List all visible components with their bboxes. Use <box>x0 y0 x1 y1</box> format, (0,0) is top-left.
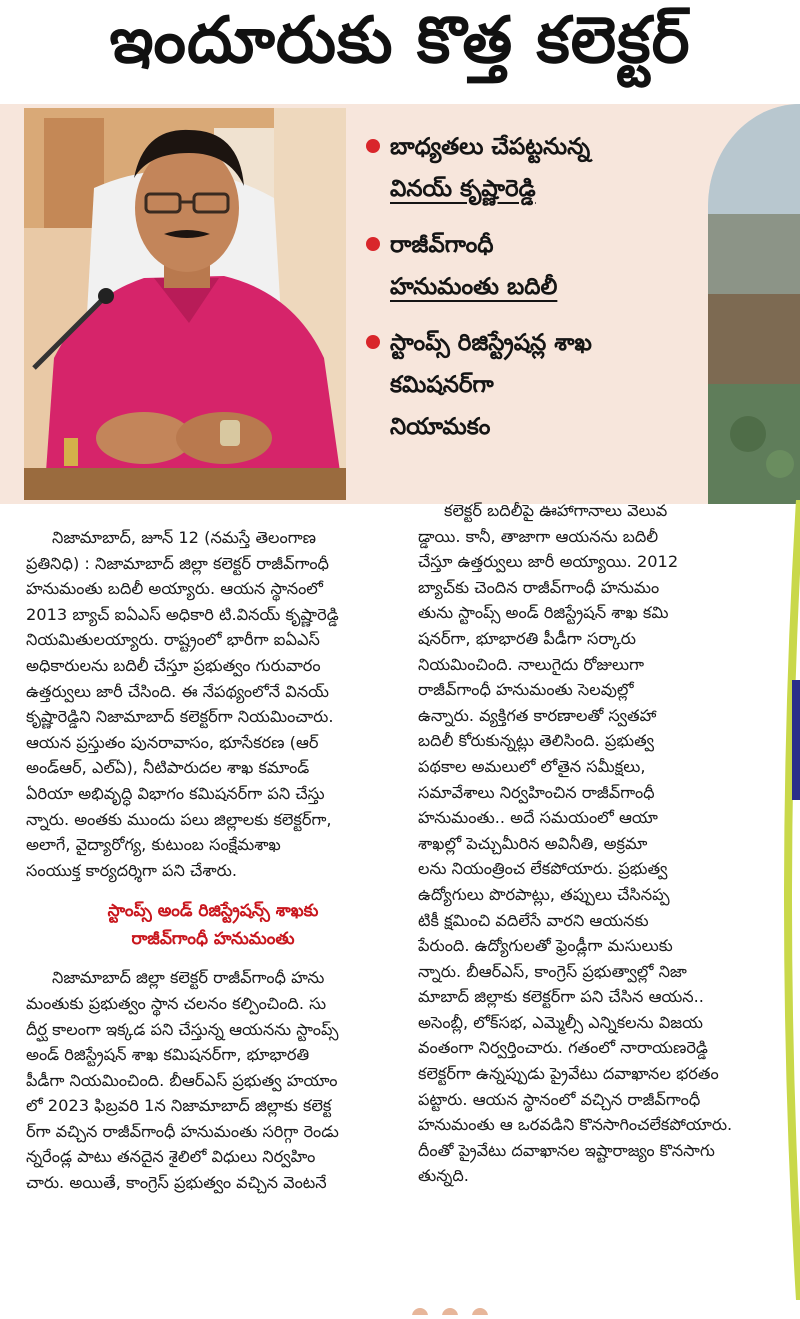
highlight-line: బాధ్యతలు చేపట్టనున్న <box>390 134 591 160</box>
article-line: ఉత్తర్వులు జారీ చేసింది. ఈ నేపథ్యంలోనే వినయ్ <box>26 681 329 701</box>
dots-decor <box>410 1302 510 1315</box>
highlight-line: హనుమంతు బదిలీ <box>390 274 558 300</box>
highlight-line: రాజీవ్‌గాంధీ <box>390 232 494 258</box>
article-line: నియమితులయ్యారు. రాష్ట్రంలో భారీగా ఐఏఎస్ <box>26 630 320 650</box>
article-line: చారు. అయితే, కాంగ్రెస్ ప్రభుత్వం వచ్చిన వెంటనే <box>26 1173 327 1193</box>
highlights-list <box>362 126 702 462</box>
article-line: వంతంగా నిర్వర్తించారు. గతంలో నారాయణరెడ్డి <box>418 1038 708 1058</box>
article-line: షనర్‌గా, భూభారతి పీడీగా సర్కారు <box>418 628 637 648</box>
article-line: పథకాల అమలులో లోతైన సమీక్షలు, <box>418 756 646 776</box>
article-line: తును స్టాంప్స్ అండ్ రిజిస్ట్రేషన్ శాఖ కమి <box>418 603 669 623</box>
article-right-column <box>418 498 786 1189</box>
article-line: ఏరియా అభివృద్ధి విభాగం కమిషనర్‌గా పని చేస్తు <box>26 783 325 803</box>
highlight-line: కమిషనర్‌గా <box>390 372 494 398</box>
article-line: ఆయన ప్రస్తుతం పునరావాసం, భూసేకరణ (ఆర్ <box>26 732 319 752</box>
highlight-item <box>362 126 702 210</box>
article-line: కలెక్టర్‌గా ఉన్నప్పుడు ప్రైవేటు దవాఖానల భరతం <box>418 1064 719 1084</box>
side-photo <box>708 104 800 504</box>
highlight-line: వినయ్ కృష్ణారెడ్డి <box>390 176 536 202</box>
article-line: తున్నది. <box>418 1166 469 1186</box>
subheading-line: స్టాంప్స్ అండ్ రిజిస్ట్రేషన్స్ శాఖకు <box>107 901 319 922</box>
article-line: కలెక్టర్ బదిలీపై ఊహాగానాలు వెలువ <box>444 501 668 520</box>
article-paragraph <box>26 525 400 883</box>
article-line: నియమించింది. నాలుగైదు రోజులుగా <box>418 654 645 674</box>
bottom-decoration <box>410 1300 510 1313</box>
article-line: చేస్తూ ఉత్తర్వులు జారీ అయ్యాయి. 2012 <box>418 552 679 572</box>
article-line: రాజీవ్‌గాంధీ హనుమంతు సెలవుల్లో <box>418 680 634 700</box>
article-line: దీర్ఘ కాలంగా ఇక్కడ పని చేస్తున్న ఆయనను స్టాంప్స్ <box>26 1019 339 1039</box>
bullet-icon <box>366 237 380 251</box>
article-line: సమావేశాలు నిర్వహించిన రాజీవ్‌గాంధీ <box>418 782 655 802</box>
article-line: అసెంబ్లీ, లోక్‌సభ, ఎమ్మెల్సీ ఎన్నికలను విజయ <box>418 1012 703 1032</box>
article-line: న్నారు. బీఆర్‌ఎస్, కాంగ్రెస్ ప్రభుత్వాల్లో నిజా <box>418 961 687 981</box>
article-line: లను నియంత్రించ లేకపోయారు. ప్రభుత్వ <box>418 859 668 879</box>
article-line: పీడీగా నియమించింది. బీఆర్‌ఎస్ ప్రభుత్వ హయాం <box>26 1070 338 1090</box>
right-edge-decoration <box>776 500 800 1300</box>
article-line: అధికారులను బదిలీ చేస్తూ ప్రభుత్వం గురువారం <box>26 655 321 675</box>
article-line: సంయుక్త కార్యదర్శిగా పని చేశారు. <box>26 860 237 880</box>
article-line: ప్రతినిధి) : నిజామాబాద్ జిల్లా కలెక్టర్ రాజీవ్‌గాంధీ <box>26 553 329 573</box>
highlight-item <box>362 224 702 308</box>
collector-photo-drawing <box>24 108 346 500</box>
article-line: బ్యాచ్‌కు చెందిన రాజీవ్‌గాంధీ హనుమం <box>418 577 660 597</box>
article-line: హనుమంతు ఆ ఒరవడిని కొనసాగించలేకపోయారు. <box>418 1115 733 1135</box>
article-line: ర్‌గా వచ్చిన రాజీవ్‌గాంధీ హనుమంతు సరిగ్గా రెండు <box>26 1121 339 1141</box>
article-line: లో 2023 ఫిబ్రవరి 1న నిజామాబాద్ జిల్లాకు కలెక్ట <box>26 1096 332 1116</box>
article-line: న్నరేండ్ల పాటు తనదైన శైలిలో విధులు నిర్వహిం <box>26 1147 316 1167</box>
bullet-icon <box>366 335 380 349</box>
article-paragraph <box>26 965 400 1195</box>
article-line: నిజామాబాద్, జూన్ 12 (నమస్తే తెలంగాణ <box>52 528 316 547</box>
article-line: ఉన్నారు. వ్యక్తిగత కారణాలతో స్వతహా <box>418 705 657 725</box>
article-left-column <box>26 525 400 1196</box>
article-line: మాబాద్ జిల్లాకు కలెక్టర్‌గా పని చేసిన ఆయన.. <box>418 987 704 1007</box>
headline: ఇందూరుకు కొత్త కలెక్టర్ <box>109 3 691 78</box>
article-line: అండ్ రిజిస్ట్రేషన్ శాఖ కమిషనర్‌గా, భూభారతి <box>26 1045 310 1065</box>
article-line: మంతుకు ప్రభుత్వం స్థాన చలనం కల్పించింది. సు <box>26 993 327 1013</box>
article-line: పట్టారు. ఆయన స్థానంలో వచ్చిన రాజీవ్‌గాంధీ <box>418 1089 701 1109</box>
article-line: అండ్‌ఆర్, ఎల్‌ఏ), నీటిపారుదల శాఖ కమాండ్ <box>26 758 310 778</box>
subheading-line: రాజీవ్‌గాంధీ హనుమంతు <box>131 929 295 950</box>
highlight-item <box>362 322 702 448</box>
article-line: అలాగే, వైద్యారోగ్య, కుటుంబ సంక్షేమశాఖ <box>26 835 281 855</box>
article-line: నిజామాబాద్ జిల్లా కలెక్టర్ రాజీవ్‌గాంధీ హను <box>52 968 325 988</box>
article-line: టికీ క్షమించి వదిలేసే వారని ఆయనకు <box>418 910 649 930</box>
article-line: డ్డాయి. కానీ, తాజాగా ఆయనను బదిలీ <box>418 526 659 546</box>
collector-photo <box>24 108 346 500</box>
article-line: కృష్ణారెడ్డిని నిజామాబాద్ కలెక్టర్‌గా నియమించారు. <box>26 707 334 727</box>
bullet-icon <box>366 139 380 153</box>
article-line: బదిలీ కోరుకున్నట్లు తెలిసింది. ప్రభుత్వ <box>418 731 655 751</box>
article-subheading <box>26 897 400 953</box>
article-paragraph <box>418 498 786 1189</box>
highlight-line: నియామకం <box>390 414 491 440</box>
side-photo-drawing <box>708 104 800 504</box>
article-line: 2013 బ్యాచ్ ఐఏఎస్ అధికారి టి.వినయ్ కృష్ణారెడ్డి <box>26 604 339 624</box>
highlight-line: స్టాంప్స్ రిజిస్ట్రేషన్ల శాఖ <box>390 330 592 356</box>
article-line: పేరుంది. ఉద్యోగులతో ఫ్రెండ్లీగా మసులుకు <box>418 936 673 956</box>
article-line: ఉద్యోగులు పొరపాట్లు, తప్పులు చేసినప్ప <box>418 884 670 904</box>
decor-arc <box>776 500 800 1300</box>
article-line: హనుమంతు బదిలీ అయ్యారు. ఆయన స్థానంలో <box>26 579 323 599</box>
article-line: దీంతో ప్రైవేటు దవాఖానల ఇష్టారాజ్యం కొనసాగు <box>418 1140 715 1160</box>
article-line: శాఖల్లో పెచ్చుమీరిన అవినీతి, అక్రమా <box>418 833 648 853</box>
article-line: న్నారు. అంతకు ముందు పలు జిల్లాలకు కలెక్టర్‌గా, <box>26 809 332 829</box>
article-line: హనుమంతు.. అదే సమయంలో ఆయా <box>418 808 658 828</box>
